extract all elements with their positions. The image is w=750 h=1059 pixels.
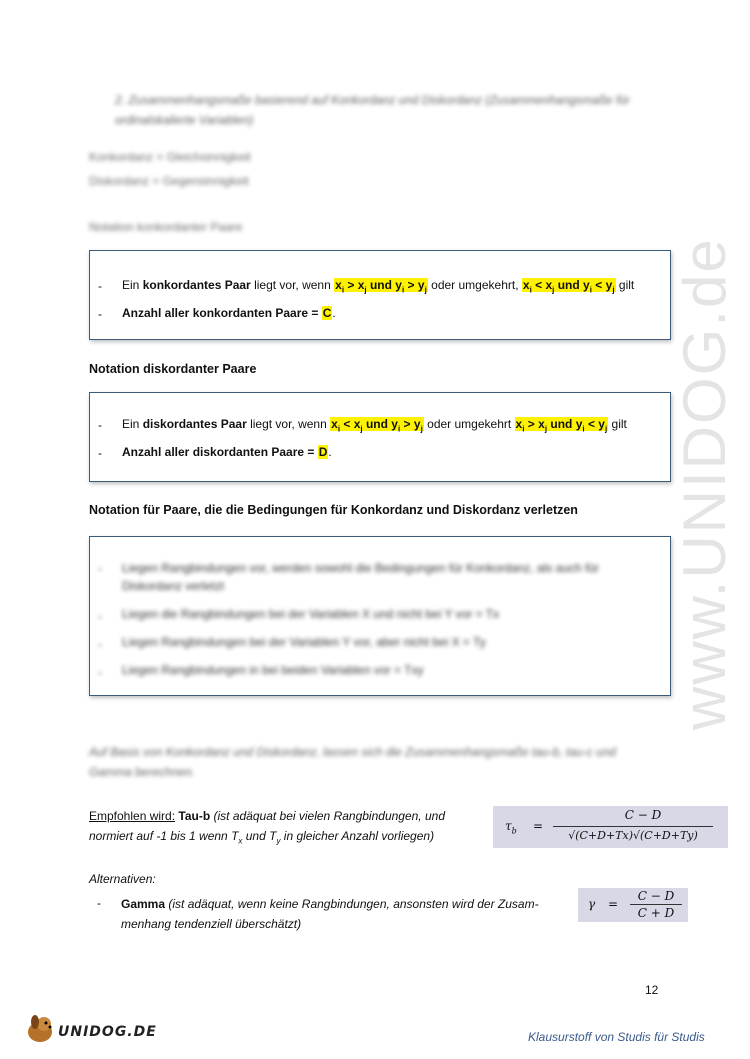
dog-icon — [22, 1012, 62, 1046]
ties-item: Liegen Rangbindungen in bei beiden Variablen vor = Txy — [122, 663, 424, 677]
definition-konkordanz: Konkordanz = Gleichsinnigkeit — [89, 150, 251, 164]
tau-b-formula: $\tau_b$ = C − D √(C+D+Tx)√(C+D+Ty) — [493, 806, 728, 848]
footer-tagline: Klausurstoff von Studis für Studis — [528, 1030, 705, 1044]
page-number: 12 — [645, 983, 659, 997]
watermark: www.UNIDOG.de — [671, 237, 738, 730]
ties-item: Liegen die Rangbindungen bei der Variablen X und nicht bei Y vor = Tx — [122, 607, 500, 621]
diskordant-line1: Ein diskordantes Paar liegt vor, wenn $x_i < x_j$ und $y_i > y_j$ oder umgekehrt $x_i > x_j$ und $y_i < y_j$ gilt — [122, 417, 627, 434]
diskordant-line2: Anzahl aller diskordanten Paare = D. — [122, 445, 332, 459]
gamma-formula: γ = C − D C + D — [578, 888, 688, 922]
basis-text: Auf Basis von Konkordanz und Diskordanz, lassen sich die Zusammenhangsmaße tau-b, tau-c und Gamma berechnen. — [89, 745, 616, 779]
ties-item: Liegen Rangbindungen vor, werden sowohl die Bedingungen für Konkordanz, als auch für Diskordanz verletzt — [122, 561, 599, 593]
konkordant-line2: Anzahl aller konkordanten Paare = C. — [122, 306, 336, 320]
ties-box: - Liegen Rangbindungen vor, werden sowohl die Bedingungen für Konkordanz, als auch für Diskordanz verletzt - Liegen die Rangbindungen bei der Variablen X und nicht bei Y vor = Tx - Liegen Rangbindungen bei der Variablen Y vor, aber nicht bei X = Ty - Liegen Rangbindungen in bei beiden Variablen vor = Txy — [89, 536, 671, 696]
section-heading: 2. Zusammenhangsmaße basierend auf Konkordanz und Diskordanz (Zusammenhangsmaße für ordinalskalierte Variablen) — [115, 93, 630, 127]
heading-konkordant: Notation konkordanter Paare — [89, 220, 243, 234]
ties-item: Liegen Rangbindungen bei der Variablen Y vor, aber nicht bei X = Ty — [122, 635, 486, 649]
konkordant-line1: Ein konkordantes Paar liegt vor, wenn $x_i > x_j$ und $y_i > y_j$ oder umgekehrt, $x_i < x_j$ und $y_i < y_j$ gilt — [122, 278, 635, 295]
recommend-text: Empfohlen wird: Tau-b (ist adäquat bei vielen Rangbindungen, und normiert auf -1 bis 1 wenn $T_x$ und $T_y$ in gleicher Anzahl vorliegen) — [89, 809, 445, 846]
alternatives-label: Alternativen: — [89, 872, 156, 886]
gamma-text: Gamma (ist adäquat, wenn keine Rangbindungen, ansonsten wird der Zusam- menhang tendenziell überschätzt) — [121, 897, 539, 931]
definition-diskordanz: Diskordanz = Gegensinnigkeit — [89, 174, 249, 188]
diskordant-box: - Ein diskordantes Paar liegt vor, wenn $x_i < x_j$ und $y_i > y_j$ oder umgekehrt $x_i > x_j$ und $y_i < y_j$ gilt - Anzahl aller diskordanten Paare = D. — [89, 392, 671, 482]
konkordant-box: - Ein konkordantes Paar liegt vor, wenn $x_i > x_j$ und $y_i > y_j$ oder umgekehrt, $x_i < x_j$ und $y_i < y_j$ gilt - Anzahl aller konkordanten Paare = C. — [89, 250, 671, 340]
unidog-logo: UNIDOG.DE — [22, 1012, 152, 1046]
heading-ties: Notation für Paare, die die Bedingungen für Konkordanz und Diskordanz verletzen — [89, 503, 578, 517]
heading-diskordant: Notation diskordanter Paare — [89, 362, 257, 376]
